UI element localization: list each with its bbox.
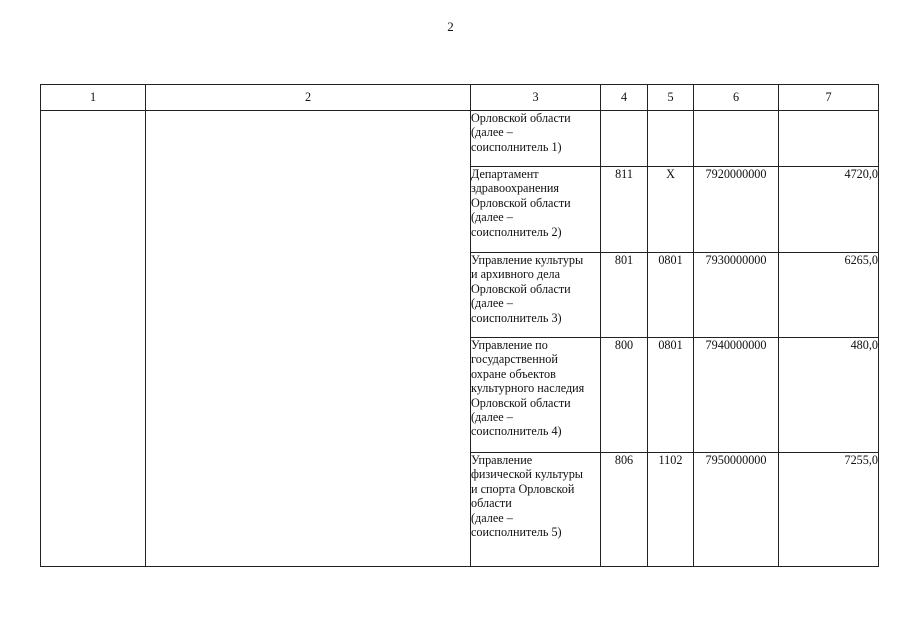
page-number: 2 bbox=[447, 19, 454, 34]
executor-line: Управление по bbox=[471, 338, 548, 352]
code-cell: 801 bbox=[601, 253, 648, 338]
executor-line: Орловской области bbox=[471, 281, 571, 296]
executor-line: (далее – bbox=[471, 410, 513, 425]
section-cell: Х bbox=[648, 167, 694, 253]
amount-cell: 4720,0 bbox=[779, 167, 879, 253]
executor-line: (далее – bbox=[471, 125, 513, 140]
merged-column-2-cell bbox=[146, 111, 471, 567]
executor-cell bbox=[471, 453, 601, 567]
target-code-cell: 7930000000 bbox=[694, 253, 779, 338]
executor-line: и спорта Орловской bbox=[471, 481, 575, 496]
executor-line: Департамент bbox=[471, 167, 539, 181]
column-header-3: 3 bbox=[471, 85, 601, 111]
code-cell: 806 bbox=[601, 453, 648, 567]
executor-line: (далее – bbox=[471, 510, 513, 525]
executor-line: соисполнитель 3) bbox=[471, 310, 562, 325]
executor-line: Орловской области bbox=[471, 195, 571, 210]
executor-line: Орловской области bbox=[471, 395, 571, 410]
column-header-6: 6 bbox=[694, 85, 779, 111]
executor-line: физической культуры bbox=[471, 467, 583, 482]
executor-line: соисполнитель 5) bbox=[471, 525, 562, 540]
column-header-5: 5 bbox=[648, 85, 694, 111]
executor-line: Орловской области bbox=[471, 111, 571, 125]
column-header-7: 7 bbox=[779, 85, 879, 111]
executor-line: Управление культуры bbox=[471, 253, 584, 267]
executor-line: (далее – bbox=[471, 210, 513, 225]
code-cell: 811 bbox=[601, 167, 648, 253]
amount-cell: 7255,0 bbox=[779, 453, 879, 567]
executor-line: здравоохранения bbox=[471, 181, 560, 196]
amount-cell bbox=[779, 111, 879, 167]
executor-cell bbox=[471, 338, 601, 453]
code-cell: 800 bbox=[601, 338, 648, 453]
section-cell: 0801 bbox=[648, 338, 694, 453]
target-code-cell: 7940000000 bbox=[694, 338, 779, 453]
budget-table bbox=[40, 84, 879, 567]
executor-line: государственной bbox=[471, 352, 558, 367]
target-code-cell: 7920000000 bbox=[694, 167, 779, 253]
section-cell: 0801 bbox=[648, 253, 694, 338]
executor-cell bbox=[471, 253, 601, 338]
executor-line: охране объектов bbox=[471, 366, 556, 381]
executor-line: культурного наследия bbox=[471, 381, 585, 396]
column-header-1: 1 bbox=[41, 85, 146, 111]
table-row bbox=[41, 111, 879, 167]
executor-line: и архивного дела bbox=[471, 267, 560, 282]
target-code-cell: 7950000000 bbox=[694, 453, 779, 567]
executor-cell bbox=[471, 167, 601, 253]
executor-line: соисполнитель 2) bbox=[471, 224, 562, 239]
section-cell bbox=[648, 111, 694, 167]
amount-cell: 480,0 bbox=[779, 338, 879, 453]
executor-cell bbox=[471, 111, 601, 167]
executor-line: Управление bbox=[471, 453, 533, 467]
column-header-2: 2 bbox=[146, 85, 471, 111]
executor-line: области bbox=[471, 496, 512, 511]
executor-line: (далее – bbox=[471, 296, 513, 311]
merged-column-1-cell bbox=[41, 111, 146, 567]
executor-line: соисполнитель 1) bbox=[471, 139, 562, 154]
executor-line: соисполнитель 4) bbox=[471, 424, 562, 439]
amount-cell: 6265,0 bbox=[779, 253, 879, 338]
target-code-cell bbox=[694, 111, 779, 167]
column-header-4: 4 bbox=[601, 85, 648, 111]
code-cell bbox=[601, 111, 648, 167]
table-header-row bbox=[41, 85, 879, 111]
section-cell: 1102 bbox=[648, 453, 694, 567]
